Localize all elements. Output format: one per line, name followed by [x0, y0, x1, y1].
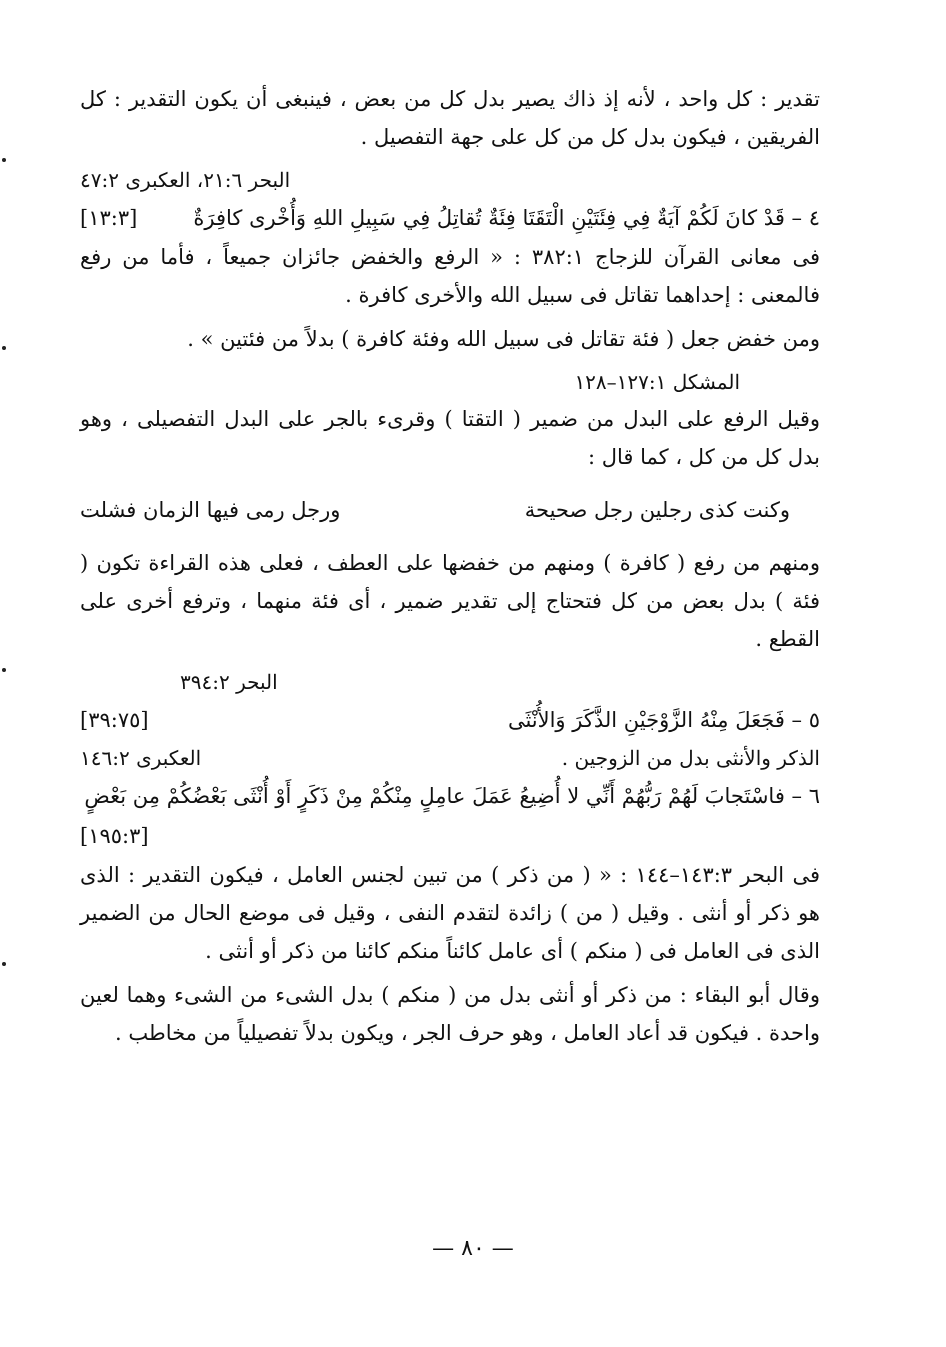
verse-6 — [80, 776, 820, 816]
paragraph-8: وقال أبو البقاء : من ذكر أو أنثى بدل من ( منكم ) بدل الشىء من الشىء وهما لعين واحدة . فيكون قد أعاد العامل ، وهو حرف الجر ، ويكون بدلاً تفصيلياً من مخاطب . — [80, 983, 820, 1045]
reference-text: العكبرى ١٤٦:٢ — [80, 746, 202, 770]
scan-mark — [2, 346, 6, 350]
reference-line-2 — [80, 364, 820, 400]
paragraph-5: ومنهم من رفع ( كافرة ) ومنهم من خفضها على العطف ، فعلى هذه القراءة تكون ( فئة ) بدل بعض من كل فتحتاج إلى تقدير ضمير ، أى فئة منهما ، وترفع أخرى على القطع . — [80, 551, 820, 651]
reference-text: المشكل ١٢٧:١–١٢٨ — [574, 370, 740, 394]
reference-line-3 — [80, 664, 820, 700]
poem-hemistich-right: وكنت كذى رجلين رجل صحيحة — [524, 498, 790, 522]
verse-text: ٦ – فاسْتَجابَ لَهُمْ رَبُّهُمْ أَنِّي لا أُضِيعُ عَمَلَ عامِلٍ مِنْكُمْ مِنْ ذَكَرٍ أَوْ أُنْثَى بَعْضُكُمْ مِن بَعْضٍ — [84, 784, 820, 808]
poem-hemistich-left: ورجل رمى فيها الزمان فشلت — [80, 498, 341, 522]
verse-5 — [80, 700, 820, 740]
reference-text: البحر ٣٩٤:٢ — [180, 670, 278, 694]
scan-mark — [2, 962, 6, 966]
poem-verse — [80, 490, 790, 530]
page-number: — ٨٠ — — [432, 1236, 514, 1261]
paragraph-1: تقدير : كل واحد ، لأنه إذ ذاك يصير بدل كل من بعض ، فينبغى أن يكون التقدير : كل الفريقين ، فيكون بدل كل من كل على جهة التفصيل . — [80, 87, 820, 149]
verse-text: ٤ – قَدْ كانَ لَكُمْ آيَةٌ فِي فِئَتَيْنِ الْتَقَتَا فِئَةٌ تُقاتِلُ فِي سَبِيلِ اللهِ وَأُخْرى كافِرَةٌ — [193, 206, 820, 230]
reference-text: البحر ٢١:٦، العكبرى ٤٧:٢ — [80, 168, 291, 192]
paragraph-3: ومن خفض جعل ( فئة تقاتل فى سبيل الله وفئة كافرة ) بدلاً من فئتين » . — [187, 327, 820, 351]
verse-text: ٥ – فَجَعَلَ مِنْهُ الزَّوْجَيْنِ الذَّكَرَ وَالأُنْثَى — [507, 708, 820, 732]
verse-reference: [١٣:٣] — [80, 206, 138, 230]
verse-reference: [٣٩:٧٥] — [80, 708, 149, 732]
reference-line-4 — [80, 740, 820, 776]
verse-4 — [80, 198, 820, 238]
paragraph-7: فى البحر ١٤٣:٣–١٤٤ : « ( من ذكر ) من تبين لجنس العامل ، فيكون التقدير : الذى هو ذكر أو أنثى . وقيل ( من ) زائدة لتقدم النفى ، وقيل فى موضع الحال من الضمير الذى فى العامل فى ( منكم ) أى عامل كائناً منكم كائنا من ذكر أو أنثى . — [80, 863, 821, 963]
verse-reference: [١٩٥:٣] — [80, 824, 149, 848]
scan-mark — [2, 158, 6, 162]
paragraph-2: فى معانى القرآن للزجاج ٣٨٢:١ : « الرفع والخفض جائزان جميعاً ، فأما من رفع فالمعنى : إحداهما تقاتل فى سبيل الله والأخرى كافرة . — [80, 245, 820, 307]
verse-6-reference-line — [80, 816, 820, 856]
paragraph-4: وقيل الرفع على البدل من ضمير ( التقتا ) وقرىء بالجر على البدل التفصيلى ، وهو بدل كل من كل ، كما قال : — [80, 407, 820, 469]
document-body — [80, 80, 820, 1058]
reference-line-1 — [80, 162, 820, 198]
scan-mark — [2, 668, 6, 672]
paragraph-6: الذكر والأنثى بدل من الزوجين . — [561, 746, 820, 770]
